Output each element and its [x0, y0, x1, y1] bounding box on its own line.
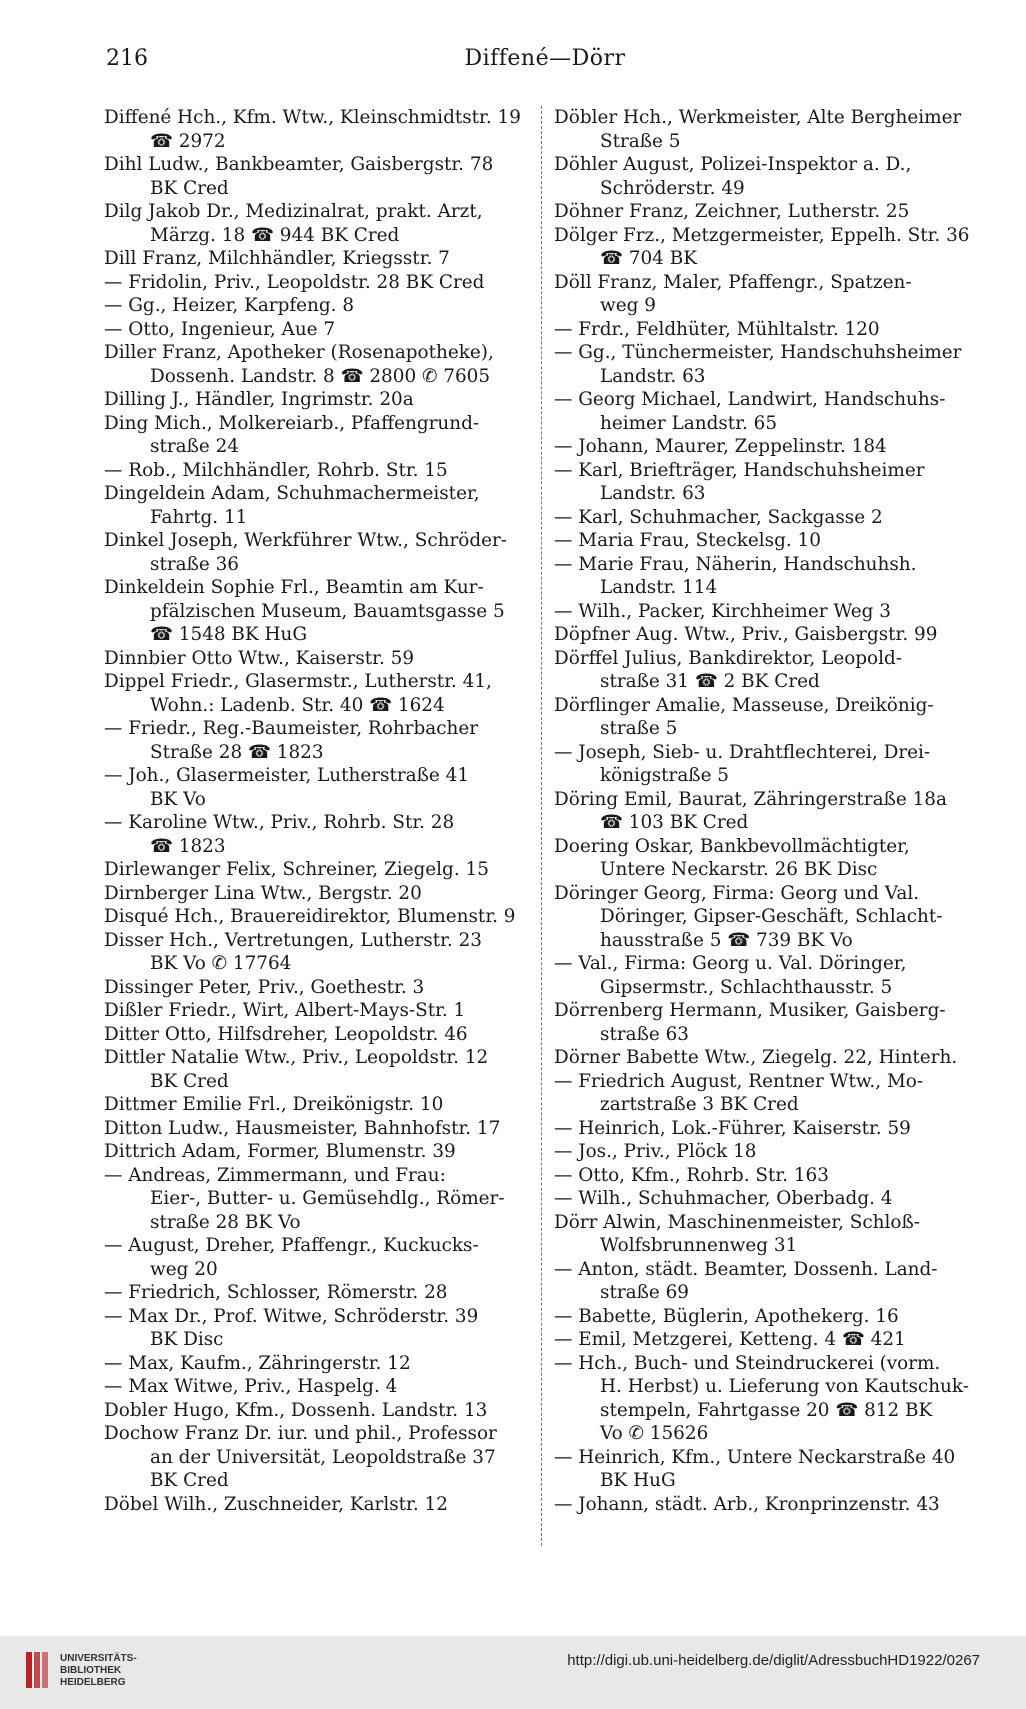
- entry-continuation: Fahrtg. 11: [150, 506, 248, 528]
- directory-columns: [104, 106, 984, 1546]
- entry-continuation: zartstraße 3 BK Cred: [600, 1094, 799, 1115]
- entry-line: — Joseph, Sieb- u. Drahtflechterei, Drei-: [554, 741, 931, 763]
- entry-continuation: weg 20: [150, 1258, 218, 1280]
- directory-entry: [554, 553, 980, 600]
- entry-line: — Max Witwe, Priv., Haspelg. 4: [104, 1376, 398, 1397]
- entry-line: Ditter Otto, Hilfsdreher, Leopoldstr. 46: [104, 1023, 468, 1045]
- entry-line: Döring Emil, Baurat, Zähringerstraße 18a: [554, 788, 947, 810]
- entry-continuation: königstraße 5: [600, 765, 730, 786]
- entry-line: — Karoline Wtw., Priv., Rohrb. Str. 28: [104, 812, 455, 833]
- directory-entry: [554, 1305, 980, 1329]
- directory-entry: [104, 647, 530, 671]
- directory-entry: [104, 341, 530, 388]
- right-column: [554, 106, 980, 1516]
- entry-continuation: straße 69: [600, 1282, 689, 1303]
- directory-entry: [104, 318, 530, 342]
- entry-line: — Karl, Schuhmacher, Sackgasse 2: [554, 506, 883, 528]
- entry-line: Döbler Hch., Werkmeister, Alte Bergheimer: [554, 107, 962, 128]
- directory-entry: [554, 459, 980, 506]
- entry-line: Dissinger Peter, Priv., Goethestr. 3: [104, 976, 425, 998]
- entry-line: Dittler Natalie Wtw., Priv., Leopoldstr. 12: [104, 1047, 489, 1068]
- directory-entry: [104, 929, 530, 976]
- entry-line: Döll Franz, Maler, Pfaffengr., Spatzen-: [554, 271, 912, 293]
- entry-continuation: BK Cred: [150, 1470, 229, 1491]
- directory-entry: [104, 1399, 530, 1423]
- entry-line: — Frdr., Feldhüter, Mühltalstr. 120: [554, 318, 880, 340]
- entry-line: — Gg., Heizer, Karpfeng. 8: [104, 295, 355, 316]
- directory-entry: [104, 412, 530, 459]
- entry-continuation: ☎ 704 BK: [600, 248, 697, 269]
- entry-line: Dörner Babette Wtw., Ziegelg. 22, Hinterh.: [554, 1047, 958, 1068]
- entry-line: — Val., Firma: Georg u. Val. Döringer,: [554, 953, 907, 974]
- entry-continuation: ☎ 1548 BK HuG: [150, 624, 308, 645]
- entry-line: Dirnberger Lina Wtw., Bergstr. 20: [104, 882, 422, 904]
- entry-continuation: ☎ 103 BK Cred: [600, 812, 749, 833]
- entry-line: Dölger Frz., Metzgermeister, Eppelh. Str. 36: [554, 224, 970, 246]
- entry-continuation: Landstr. 114: [600, 577, 718, 598]
- entry-continuation: heimer Landstr. 65: [600, 412, 778, 434]
- entry-continuation: Märzg. 18 ☎ 944 BK Cred: [150, 224, 400, 246]
- entry-continuation: BK Cred: [150, 1070, 229, 1092]
- directory-entry: [104, 1117, 530, 1141]
- directory-entry: [104, 106, 530, 153]
- entry-continuation: straße 5: [600, 718, 678, 739]
- page-header: [106, 46, 984, 78]
- directory-entry: [554, 200, 980, 224]
- directory-entry: [104, 1305, 530, 1352]
- entry-line: — Karl, Briefträger, Handschuhsheimer: [554, 459, 925, 481]
- entry-line: Dittrich Adam, Former, Blumenstr. 39: [104, 1141, 456, 1162]
- directory-entry: [554, 952, 980, 999]
- directory-entry: [104, 717, 530, 764]
- entry-line: — Heinrich, Lok.-Führer, Kaiserstr. 59: [554, 1117, 911, 1139]
- directory-entry: [104, 271, 530, 295]
- directory-entry: [104, 1023, 530, 1047]
- entry-continuation: weg 9: [600, 295, 656, 316]
- entry-line: Dill Franz, Milchhändler, Kriegsstr. 7: [104, 248, 450, 269]
- directory-entry: [554, 999, 980, 1046]
- directory-entry: [104, 764, 530, 811]
- entry-continuation: Vo ✆ 15626: [600, 1423, 709, 1444]
- entry-line: — Anton, städt. Beamter, Dossenh. Land-: [554, 1258, 938, 1280]
- entry-continuation: H. Herbst) u. Lieferung von Kautschuk-: [600, 1376, 969, 1397]
- entry-line: — Johann, städt. Arb., Kronprinzenstr. 43: [554, 1493, 940, 1515]
- entry-continuation: BK HuG: [600, 1470, 676, 1491]
- entry-line: Dingeldein Adam, Schuhmachermeister,: [104, 483, 480, 504]
- directory-entry: [554, 529, 980, 553]
- library-logo-text: UNIVERSITÄTS- BIBLIOTHEK HEIDELBERG: [60, 1653, 137, 1688]
- entry-line: — Jos., Priv., Plöck 18: [554, 1141, 757, 1162]
- entry-continuation: Wohn.: Ladenb. Str. 40 ☎ 1624: [150, 694, 445, 716]
- entry-continuation: Landstr. 63: [600, 365, 706, 387]
- directory-entry: [554, 1117, 980, 1141]
- entry-continuation: straße 36: [150, 553, 239, 575]
- directory-entry: [104, 1140, 530, 1164]
- entry-line: Döringer Georg, Firma: Georg und Val.: [554, 882, 920, 904]
- directory-entry: [554, 600, 980, 624]
- entry-line: Döhner Franz, Zeichner, Lutherstr. 25: [554, 201, 910, 222]
- entry-continuation: Wolfsbrunnenweg 31: [600, 1235, 798, 1256]
- directory-entry: [554, 435, 980, 459]
- directory-entry: [104, 294, 530, 318]
- directory-entry: [554, 388, 980, 435]
- entry-continuation: Straße 5: [600, 130, 681, 152]
- entry-continuation: Eier-, Butter- u. Gemüsehdlg., Römer-: [150, 1188, 505, 1209]
- entry-line: — Friedrich, Schlosser, Römerstr. 28: [104, 1282, 448, 1303]
- directory-entry: [104, 882, 530, 906]
- directory-entry: [104, 388, 530, 412]
- directory-entry: [554, 341, 980, 388]
- entry-line: — Wilh., Packer, Kirchheimer Weg 3: [554, 600, 891, 622]
- directory-entry: [554, 741, 980, 788]
- entry-line: Ding Mich., Molkereiarb., Pfaffengrund-: [104, 412, 480, 434]
- directory-entry: [554, 835, 980, 882]
- entry-line: Dippel Friedr., Glasermstr., Lutherstr. 41,: [104, 671, 492, 692]
- entry-line: Dochow Franz Dr. iur. und phil., Professor: [104, 1423, 497, 1444]
- entry-continuation: straße 24: [150, 436, 239, 457]
- directory-entry: [104, 858, 530, 882]
- directory-entry: [554, 271, 980, 318]
- directory-entry: [554, 1352, 980, 1446]
- entry-line: Dilling J., Händler, Ingrimstr. 20a: [104, 389, 414, 410]
- directory-entry: [554, 1493, 980, 1517]
- running-head: Diffené—Dörr: [464, 46, 626, 71]
- entry-continuation: ☎ 2972: [150, 130, 226, 152]
- entry-line: Diller Franz, Apotheker (Rosenapotheke),: [104, 342, 494, 363]
- left-column: [104, 106, 530, 1516]
- entry-continuation: straße 63: [600, 1023, 689, 1045]
- entry-line: Ditton Ludw., Hausmeister, Bahnhofstr. 17: [104, 1117, 501, 1139]
- entry-continuation: BK Vo: [150, 788, 206, 810]
- directory-entry: [104, 999, 530, 1023]
- entry-line: Disser Hch., Vertretungen, Lutherstr. 23: [104, 929, 483, 951]
- entry-line: — Max Dr., Prof. Witwe, Schröderstr. 39: [104, 1305, 479, 1327]
- directory-entry: [554, 647, 980, 694]
- entry-line: — Otto, Kfm., Rohrb. Str. 163: [554, 1164, 829, 1186]
- entry-line: Dinkel Joseph, Werkführer Wtw., Schröder-: [104, 530, 507, 551]
- directory-entry: [104, 976, 530, 1000]
- entry-line: — Marie Frau, Näherin, Handschuhsh.: [554, 553, 917, 575]
- column-divider: [541, 106, 542, 1546]
- directory-entry: [104, 153, 530, 200]
- directory-entry: [554, 1187, 980, 1211]
- entry-line: Doering Oskar, Bankbevollmächtigter,: [554, 835, 910, 857]
- entry-continuation: straße 31 ☎ 2 BK Cred: [600, 671, 820, 692]
- entry-line: Dörr Alwin, Maschinenmeister, Schloß-: [554, 1211, 920, 1233]
- directory-entry: [554, 224, 980, 271]
- directory-entry: [104, 1422, 530, 1493]
- directory-entry: [554, 882, 980, 953]
- entry-line: Dörffel Julius, Bankdirektor, Leopold-: [554, 647, 902, 669]
- source-url-link[interactable]: http://digi.ub.uni-heidelberg.de/diglit/AdressbuchHD1922/0267: [567, 1652, 980, 1669]
- entry-line: Dobler Hugo, Kfm., Dossenh. Landstr. 13: [104, 1399, 488, 1421]
- directory-entry: [104, 1234, 530, 1281]
- directory-entry: [104, 529, 530, 576]
- entry-line: Dörrenberg Hermann, Musiker, Gaisberg-: [554, 1000, 946, 1021]
- page-number: 216: [106, 46, 148, 71]
- entry-continuation: Landstr. 63: [600, 483, 706, 504]
- directory-entry: [554, 106, 980, 153]
- entry-continuation: Straße 28 ☎ 1823: [150, 741, 324, 763]
- directory-entry: [554, 694, 980, 741]
- entry-line: — Rob., Milchhändler, Rohrb. Str. 15: [104, 459, 448, 481]
- directory-entry: [104, 1493, 530, 1517]
- library-logo-icon: [22, 1650, 52, 1690]
- entry-continuation: stempeln, Fahrtgasse 20 ☎ 812 BK: [600, 1399, 933, 1421]
- entry-line: — August, Dreher, Pfaffengr., Kuckucks-: [104, 1235, 479, 1256]
- entry-line: — Heinrich, Kfm., Untere Neckarstraße 40: [554, 1446, 956, 1468]
- entry-continuation: Untere Neckarstr. 26 BK Disc: [600, 859, 878, 880]
- entry-line: — Otto, Ingenieur, Aue 7: [104, 318, 336, 340]
- entry-continuation: Gipsermstr., Schlachthausstr. 5: [600, 976, 893, 998]
- entry-line: Dinkeldein Sophie Frl., Beamtin am Kur-: [104, 577, 484, 598]
- directory-entry: [104, 576, 530, 647]
- entry-line: Dinnbier Otto Wtw., Kaiserstr. 59: [104, 647, 415, 669]
- entry-line: Dihl Ludw., Bankbeamter, Gaisbergstr. 78: [104, 154, 494, 175]
- entry-line: — Georg Michael, Landwirt, Handschuhs-: [554, 389, 946, 410]
- directory-entry: [554, 1328, 980, 1352]
- directory-entry: [104, 247, 530, 271]
- directory-entry: [554, 506, 980, 530]
- directory-entry: [104, 670, 530, 717]
- directory-entry: [104, 1164, 530, 1235]
- entry-line: Döhler August, Polizei-Inspektor a. D.,: [554, 154, 912, 175]
- directory-entry: [104, 1046, 530, 1093]
- entry-line: — Andreas, Zimmermann, und Frau:: [104, 1164, 446, 1186]
- entry-line: — Fridolin, Priv., Leopoldstr. 28 BK Cred: [104, 271, 485, 293]
- directory-entry: [554, 1164, 980, 1188]
- entry-line: — Emil, Metzgerei, Ketteng. 4 ☎ 421: [554, 1329, 906, 1350]
- entry-line: — Gg., Tünchermeister, Handschuhsheimer: [554, 342, 962, 363]
- entry-continuation: straße 28 BK Vo: [150, 1211, 301, 1233]
- entry-continuation: BK Cred: [150, 177, 229, 199]
- entry-line: Döpfner Aug. Wtw., Priv., Gaisbergstr. 99: [554, 624, 938, 645]
- directory-entry: [554, 1070, 980, 1117]
- directory-entry: [104, 1352, 530, 1376]
- entry-line: — Babette, Büglerin, Apothekerg. 16: [554, 1305, 899, 1327]
- directory-entry: [554, 1140, 980, 1164]
- entry-continuation: BK Vo ✆ 17764: [150, 953, 292, 974]
- directory-entry: [104, 811, 530, 858]
- entry-line: Dirlewanger Felix, Schreiner, Ziegelg. 15: [104, 859, 489, 880]
- entry-continuation: an der Universität, Leopoldstraße 37: [150, 1446, 496, 1468]
- entry-continuation: hausstraße 5 ☎ 739 BK Vo: [600, 929, 853, 951]
- entry-line: Döbel Wilh., Zuschneider, Karlstr. 12: [104, 1493, 448, 1515]
- entry-line: — Hch., Buch- und Steindruckerei (vorm.: [554, 1352, 941, 1374]
- directory-entry: [104, 200, 530, 247]
- directory-entry: [554, 153, 980, 200]
- entry-continuation: Dossenh. Landstr. 8 ☎ 2800 ✆ 7605: [150, 365, 491, 387]
- entry-continuation: BK Disc: [150, 1329, 224, 1350]
- directory-entry: [554, 1046, 980, 1070]
- entry-continuation: ☎ 1823: [150, 835, 226, 857]
- directory-entry: [104, 1281, 530, 1305]
- directory-entry: [554, 623, 980, 647]
- entry-line: — Joh., Glasermeister, Lutherstraße 41: [104, 765, 470, 786]
- directory-entry: [554, 788, 980, 835]
- entry-line: — Friedrich August, Rentner Wtw., Mo-: [554, 1070, 924, 1092]
- entry-continuation: Schröderstr. 49: [600, 177, 745, 199]
- directory-entry: [554, 1446, 980, 1493]
- entry-line: — Friedr., Reg.-Baumeister, Rohrbacher: [104, 718, 479, 739]
- directory-entry: [554, 1258, 980, 1305]
- entry-line: Dörflinger Amalie, Masseuse, Dreikönig-: [554, 694, 934, 716]
- directory-entry: [104, 1375, 530, 1399]
- directory-entry: [104, 459, 530, 483]
- directory-entry: [104, 905, 530, 929]
- entry-line: Dilg Jakob Dr., Medizinalrat, prakt. Arzt,: [104, 201, 483, 222]
- entry-line: Disqué Hch., Brauereidirektor, Blumenstr. 9: [104, 906, 516, 927]
- entry-continuation: pfälzischen Museum, Bauamtsgasse 5: [150, 600, 505, 622]
- entry-line: — Maria Frau, Steckelsg. 10: [554, 530, 821, 551]
- entry-line: — Max, Kaufm., Zähringerstr. 12: [104, 1352, 411, 1374]
- entry-line: Dißler Friedr., Wirt, Albert-Mays-Str. 1: [104, 1000, 466, 1021]
- directory-entry: [104, 482, 530, 529]
- directory-entry: [554, 1211, 980, 1258]
- entry-line: — Johann, Maurer, Zeppelinstr. 184: [554, 436, 887, 457]
- entry-line: — Wilh., Schuhmacher, Oberbadg. 4: [554, 1188, 893, 1209]
- directory-entry: [554, 318, 980, 342]
- entry-line: Diffené Hch., Kfm. Wtw., Kleinschmidtstr. 19: [104, 107, 521, 128]
- footer-bar: [0, 1636, 1026, 1709]
- entry-line: Dittmer Emilie Frl., Dreikönigstr. 10: [104, 1094, 444, 1115]
- directory-entry: [104, 1093, 530, 1117]
- entry-continuation: Döringer, Gipser-Geschäft, Schlacht-: [600, 906, 943, 927]
